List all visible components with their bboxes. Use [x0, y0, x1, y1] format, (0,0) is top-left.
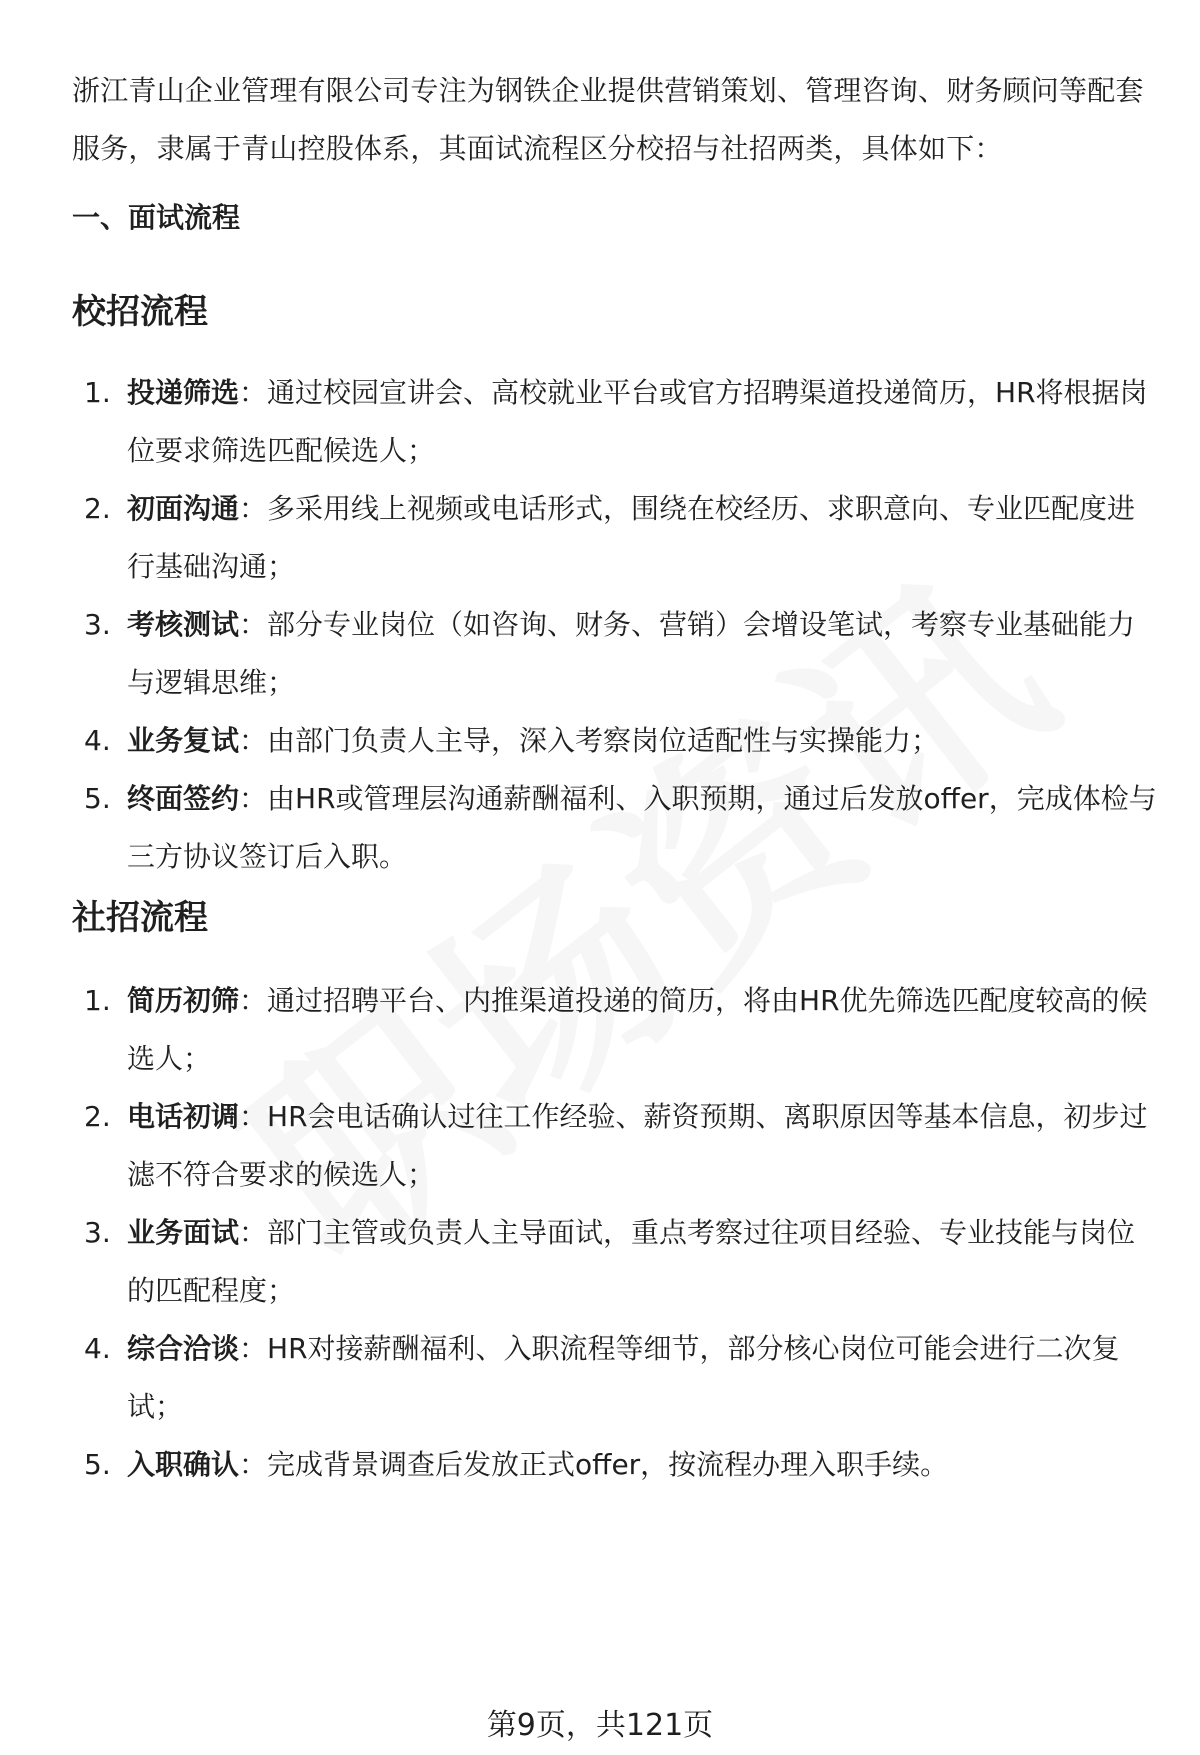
item-term: 初面沟通 — [127, 492, 240, 525]
social-item — [0, 1088, 1200, 1204]
campus-list — [0, 364, 1200, 886]
item-number: 1. — [84, 376, 111, 409]
page-footer: 第9页，共121页 — [486, 1708, 714, 1743]
campus-item — [0, 712, 1200, 770]
item-number: 4. — [84, 724, 111, 757]
item-term: 电话初调 — [127, 1100, 240, 1133]
item-term: 考核测试 — [127, 608, 240, 641]
item-number: 2. — [84, 1100, 111, 1133]
intro-paragraph: 浙江青山企业管理有限公司专注为钢铁企业提供营销策划、管理咨询、财务顾问等配套服务，隶属于青山控股体系，其面试流程区分校招与社招两类，具体如下： — [72, 74, 1144, 165]
social-item — [0, 972, 1200, 1088]
item-term: 简历初筛 — [127, 984, 240, 1017]
item-desc: ：多采用线上视频或电话形式，围绕在校经历、求职意向、专业匹配度进行基础沟通； — [127, 492, 1136, 583]
item-desc: ：由HR或管理层沟通薪酬福利、入职预期，通过后发放offer，完成体检与三方协议签订后入职。 — [127, 782, 1157, 873]
item-number: 1. — [84, 984, 111, 1017]
item-number: 3. — [84, 1216, 111, 1249]
item-desc: ：HR对接薪酬福利、入职流程等细节，部分核心岗位可能会进行二次复试； — [127, 1332, 1120, 1423]
item-desc: ：完成背景调查后发放正式offer，按流程办理入职手续。 — [239, 1448, 949, 1481]
item-number: 2. — [84, 492, 111, 525]
item-desc: ：由部门负责人主导，深入考察岗位适配性与实操能力； — [239, 724, 940, 757]
campus-item — [0, 364, 1200, 480]
item-term: 终面签约 — [127, 782, 240, 815]
item-term: 入职确认 — [127, 1448, 240, 1481]
item-term: 业务复试 — [127, 724, 240, 757]
item-desc: ：通过招聘平台、内推渠道投递的简历，将由HR优先筛选匹配度较高的候选人； — [127, 984, 1148, 1075]
section-title: 一、面试流程 — [72, 201, 241, 234]
item-term: 综合洽谈 — [127, 1332, 240, 1365]
campus-item — [0, 596, 1200, 712]
item-desc: ：部分专业岗位（如咨询、财务、营销）会增设笔试，考察专业基础能力与逻辑思维； — [127, 608, 1136, 699]
item-term: 投递筛选 — [127, 376, 240, 409]
social-item — [0, 1320, 1200, 1436]
item-desc: ：通过校园宣讲会、高校就业平台或官方招聘渠道投递简历，HR将根据岗位要求筛选匹配候选人； — [127, 376, 1148, 467]
item-desc: ：部门主管或负责人主导面试，重点考察过往项目经验、专业技能与岗位的匹配程度； — [127, 1216, 1136, 1307]
social-list — [0, 972, 1200, 1494]
social-heading: 社招流程 — [72, 898, 208, 938]
item-number: 5. — [84, 1448, 111, 1481]
item-number: 4. — [84, 1332, 111, 1365]
campus-item — [0, 480, 1200, 596]
social-item — [0, 1436, 1200, 1494]
item-number: 3. — [84, 608, 111, 641]
campus-heading: 校招流程 — [72, 292, 208, 332]
item-number: 5. — [84, 782, 111, 815]
social-item — [0, 1204, 1200, 1320]
item-desc: ：HR会电话确认过往工作经验、薪资预期、离职原因等基本信息，初步过滤不符合要求的候选人； — [127, 1100, 1148, 1191]
item-term: 业务面试 — [127, 1216, 240, 1249]
campus-item — [0, 770, 1200, 886]
